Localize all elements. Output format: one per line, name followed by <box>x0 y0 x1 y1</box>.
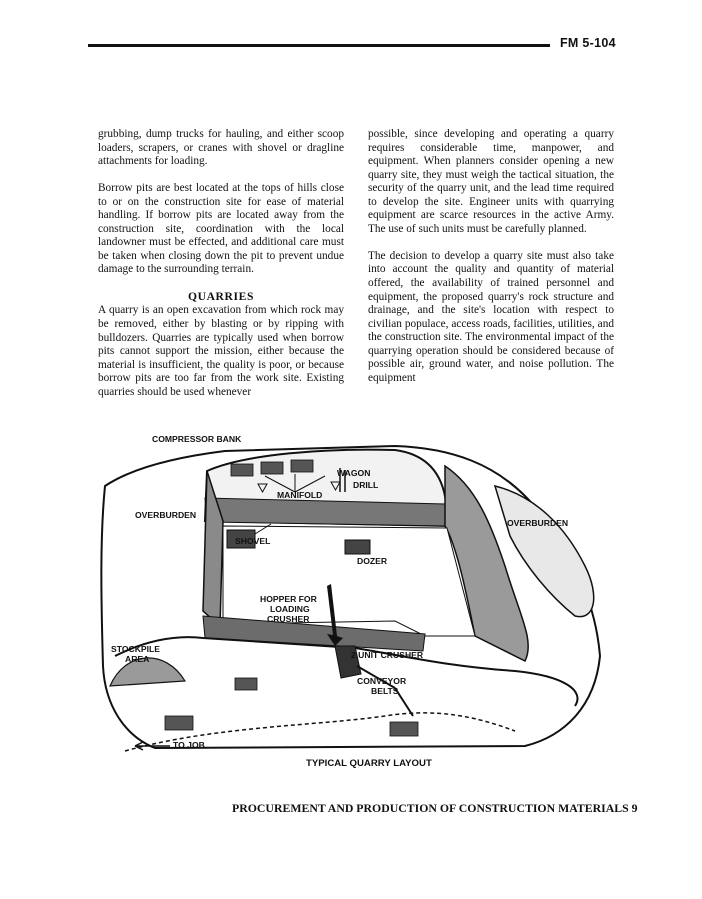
truck <box>165 716 193 730</box>
compressor <box>291 460 313 472</box>
label-compressor-bank: COMPRESSOR BANK <box>152 434 242 444</box>
truck <box>390 722 418 736</box>
left-column <box>98 128 344 399</box>
paragraph: possible, since developing and operating a quarry requires considerable time, manpower, and equipment. When planners consider opening a new quarry site, they must weigh the tactical situation, the security of the quarry unit, and the lead time required to develop the site. Engineer units with quarrying equipment are scarce resources in the active Army. The use of such units must be carefully planned. <box>368 128 614 235</box>
header-rule <box>88 44 550 47</box>
paragraph: grubbing, dump trucks for hauling, and either scoop loaders, scrapers, or cranes with shovel or dragline attachments for loading. <box>98 128 344 168</box>
paragraph: The decision to develop a quarry site must also take into account the quality and quantity of material offered, the availability of trained personnel and equipment, the proposed quarry's rock structure and drainage, and the site's location with respect to civilian populace, access roads, facilities, utilities, and the construction site. The environmental impact of the quarrying operation should be considered because of possible air, ground water, and noise pollution. The equipment <box>368 249 614 384</box>
label-conveyor: CONVEYOR <box>357 676 407 686</box>
truck <box>235 678 257 690</box>
label-overburden-left: OVERBURDEN <box>135 510 197 520</box>
footer-title: PROCUREMENT AND PRODUCTION OF CONSTRUCTION MATERIALS 9 <box>232 801 638 815</box>
label-stockpile: STOCKPILE <box>111 644 161 654</box>
label-dozer: DOZER <box>357 556 388 566</box>
label-drill: DRILL <box>353 480 379 490</box>
label-overburden-right: OVERBURDEN <box>507 518 569 528</box>
label-shovel: SHOVEL <box>235 536 271 546</box>
label-stockpile: AREA <box>125 654 150 664</box>
paragraph: Borrow pits are best located at the tops of hills close to or on the construction site for ease of material handling. If borrow pits are located away from the construction site, coordination with the local landowner must be effected, and additional care must be taken when closing down the pit to prevent undue damage to the surrounding terrain. <box>98 182 344 276</box>
label-conveyor: BELTS <box>371 686 399 696</box>
figure-caption: TYPICAL QUARRY LAYOUT <box>306 758 432 769</box>
label-hopper: CRUSHER <box>267 614 310 624</box>
section-heading: QUARRIES <box>187 290 254 304</box>
right-column <box>368 128 614 385</box>
label-manifold: MANIFOLD <box>277 490 323 500</box>
quarry-illustration <box>95 426 615 771</box>
dozer <box>345 540 370 554</box>
paragraph: A quarry is an open excavation from which rock may be removed, either by blasting or by ripping with bulldozers. Quarries are typically used when borrow pits cannot support the mission, either because the material is insufficient, the quality is poor, or because borrow pits are too far from the work site. Existing quarries should be used whenever <box>98 304 344 398</box>
header-code: FM 5-104 <box>560 36 616 50</box>
compressor <box>231 464 253 476</box>
label-to-job: TO JOB <box>173 740 205 750</box>
label-wagon: WAGON <box>337 468 371 478</box>
label-unit-crusher: 2 UNIT CRUSHER <box>351 650 424 660</box>
compressor <box>261 462 283 474</box>
label-hopper: LOADING <box>270 604 310 614</box>
label-hopper: HOPPER FOR <box>260 594 317 604</box>
